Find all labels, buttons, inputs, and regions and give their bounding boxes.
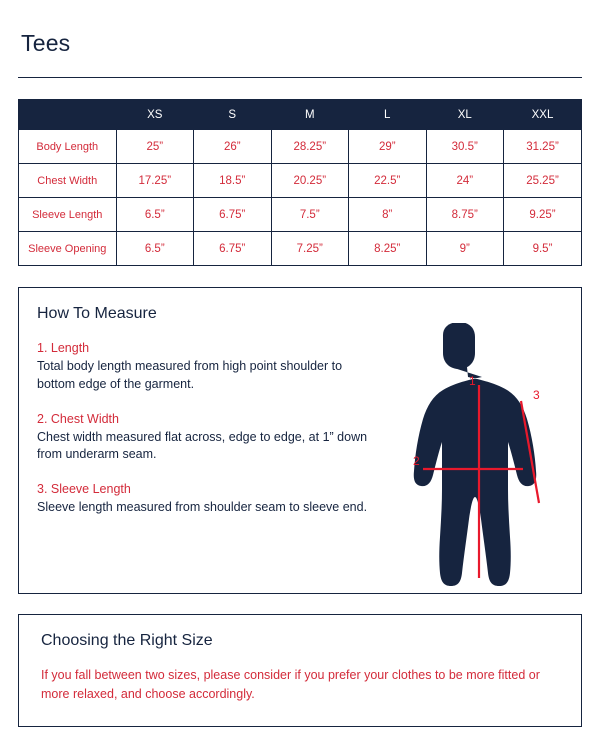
cell-chest-width-xs: 17.25” [116,164,194,198]
size-table-header-cell-m: M [271,100,349,130]
cell-chest-width-xxl: 25.25” [504,164,582,198]
row-label-body-length: Body Length [19,130,116,164]
cell-sleeve-opening-s: 6.75” [194,232,272,266]
table-row [19,164,581,198]
cell-sleeve-length-xs: 6.5” [116,198,194,232]
cell-chest-width-s: 18.5” [194,164,272,198]
size-chart-table [19,100,581,265]
choosing-size-title: Choosing the Right Size [41,632,213,649]
size-table-header-cell-xs: XS [116,100,194,130]
how-to-measure-text [19,323,379,593]
size-table-header-cell-l: L [349,100,427,130]
cell-sleeve-length-l: 8” [349,198,427,232]
cell-sleeve-opening-xs: 6.5” [116,232,194,266]
cell-sleeve-opening-l: 8.25” [349,232,427,266]
measure-item-length [37,341,379,394]
how-to-measure-body [19,323,581,593]
choosing-size-note: If you fall between two sizes, please consider if you prefer your clothes to be more fitted or more relaxed, and choose accordingly. [41,668,540,701]
table-row [19,130,581,164]
measure-item-chest-width [37,412,379,465]
cell-body-length-s: 26” [194,130,272,164]
size-table-header-cell-xl: XL [426,100,504,130]
table-row [19,232,581,266]
size-table-header-row [19,100,581,130]
cell-body-length-xxl: 31.25” [526,140,559,153]
measure-item-length-head: 1. Length [37,341,90,355]
row-label-chest-width: Chest Width [19,164,116,198]
cell-chest-width-l: 22.5” [349,164,427,198]
cell-sleeve-length-m: 7.5” [271,198,349,232]
cell-body-length-l: 29” [349,130,427,164]
measure-item-chest-width-desc: Chest width measured flat across, edge to edge, at 1” down from underarm seam. [37,429,368,462]
measure-item-chest-width-head: 2. Chest Width [37,411,119,426]
size-table-body [19,130,581,265]
size-table-header-cell-xxl: XXL [531,109,554,121]
measure-item-sleeve-length [37,482,379,517]
measure-item-sleeve-length-desc: Sleeve length measured from shoulder seam to sleeve end. [37,500,368,514]
torso-silhouette-icon [371,323,571,598]
cell-sleeve-opening-xl: 9” [426,232,504,266]
table-row [19,198,581,232]
cell-sleeve-length-s: 6.75” [194,198,272,232]
size-table-header-cell-0 [19,100,116,130]
row-label-sleeve-length: Sleeve Length [19,198,116,232]
cell-sleeve-length-xl: 8.75” [426,198,504,232]
cell-body-length-m: 28.25” [271,130,349,164]
size-table-head [19,100,581,130]
measure-item-sleeve-length-head: 3. Sleeve Length [37,482,131,496]
figure-marker-2: 2 [413,454,420,468]
cell-chest-width-xl: 24” [426,164,504,198]
title-divider [18,77,582,78]
measurement-figure [379,323,581,593]
page-title: Tees [21,30,71,56]
how-to-measure-title: How To Measure [37,305,157,322]
cell-sleeve-opening-xxl: 9.5” [504,232,582,266]
row-label-sleeve-opening: Sleeve Opening [19,232,116,266]
cell-chest-width-m: 20.25” [271,164,349,198]
size-table-header-cell-s: S [194,100,272,130]
cell-body-length-xs: 25” [116,130,194,164]
figure-marker-1: 1 [469,374,476,388]
choosing-size-panel [18,614,582,727]
size-table-container [18,99,582,266]
measure-item-length-desc: Total body length measured from high point shoulder to bottom edge of the garment. [37,359,343,391]
cell-sleeve-opening-m: 7.25” [271,232,349,266]
figure-marker-3: 3 [533,388,540,402]
cell-body-length-xl: 30.5” [426,130,504,164]
how-to-measure-panel [18,287,582,594]
cell-sleeve-length-xxl: 9.25” [504,198,582,232]
